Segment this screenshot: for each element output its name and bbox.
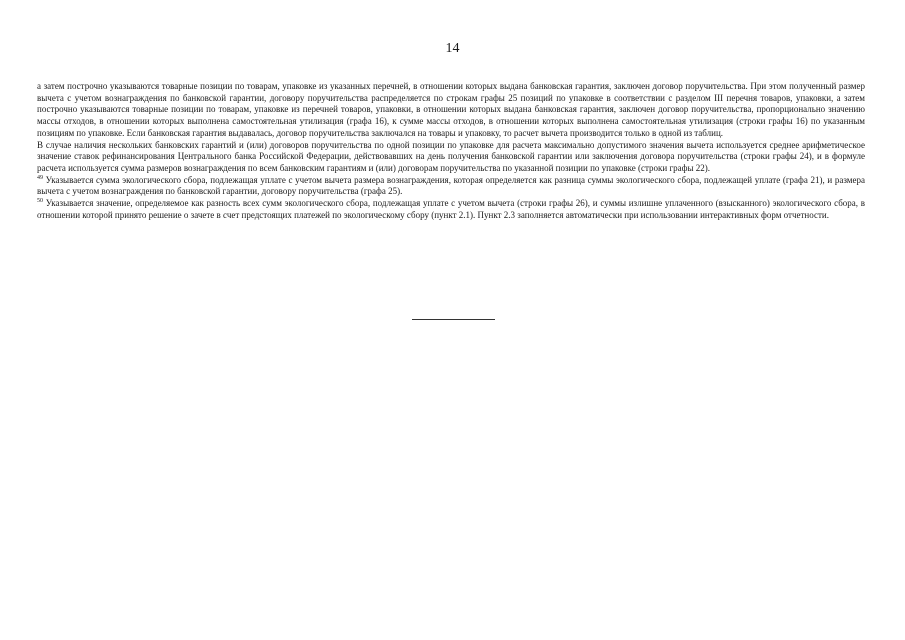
footnote-49 [37, 175, 865, 198]
footnote-mark: 49 [37, 174, 43, 181]
page-body [37, 81, 865, 221]
footnote-50 [37, 198, 865, 221]
paragraph: В случае наличия нескольких банковских гарантий и (или) договоров поручительства по одной позиции по упаковке для расчета максимально допустимого значения вычета используется среднее арифметическое значение ставок рефинансирования Центрального банка Российской Федерации, действовавших на день получения банковской гарантии или заключения договора поручительства (строки графы 24), и в формуле расчета используется сумма размеров вознаграждения по всем банковским гарантиям и (или) договорам поручительства по указанной позиции по упаковке (строки графы 22). [37, 139, 865, 173]
end-divider [412, 319, 495, 320]
footnote-text: Указывается значение, определяемое как разность всех сумм экологического сбора, подлежащая уплате с учетом вычета (строки графы 26), и суммы излишне уплаченного (взысканного) экологического сбора, в отношении которой принято решение о зачете в счет предстоящих платежей по экологическому сбору (пункт 2.1). Пункт 2.3 заполняется автоматически при использовании интерактивных форм отчетности. [37, 198, 865, 220]
footnote-text: Указывается сумма экологического сбора, подлежащая уплате с учетом вычета размера вознаграждения, которая определяется как разница суммы экологического сбора, подлежащей уплате (графа 21), и размера вычета с учетом вознаграждения по банковской гарантии, договору поручительства (графа 25). [37, 174, 865, 197]
page-number: 14 [445, 41, 460, 56]
paragraph: а затем построчно указываются товарные позиции по товарам, упаковке из указанных перечней, в отношении которых выдана банковская гарантия, заключен договор поручительства. При этом полученный размер вычета с учетом вознаграждения по банковской гарантии, договору поручительства распределяется по строкам графы 25 позиций по упаковке в соответствии с разделом III перечня товаров, упаковки, а затем построчно указываются товарные позиции по товарам, упаковке из перечней товаров, упаковки, в отношении которых выдана банковская гарантия, заключен договор поручительства, пропорционально значению массы отходов, в отношении которых выполнена самостоятельная утилизация (графа 16), к сумме массы отходов, в отношении которых выполнена самостоятельная утилизация (строки графы 16) по указанным позициям по упаковке. Если банковская гарантия выдавалась, договор поручительства заключался на товары и упаковку, то расчет вычета производится только в одной из таблиц. [37, 81, 865, 138]
footnote-mark: 50 [37, 198, 43, 205]
